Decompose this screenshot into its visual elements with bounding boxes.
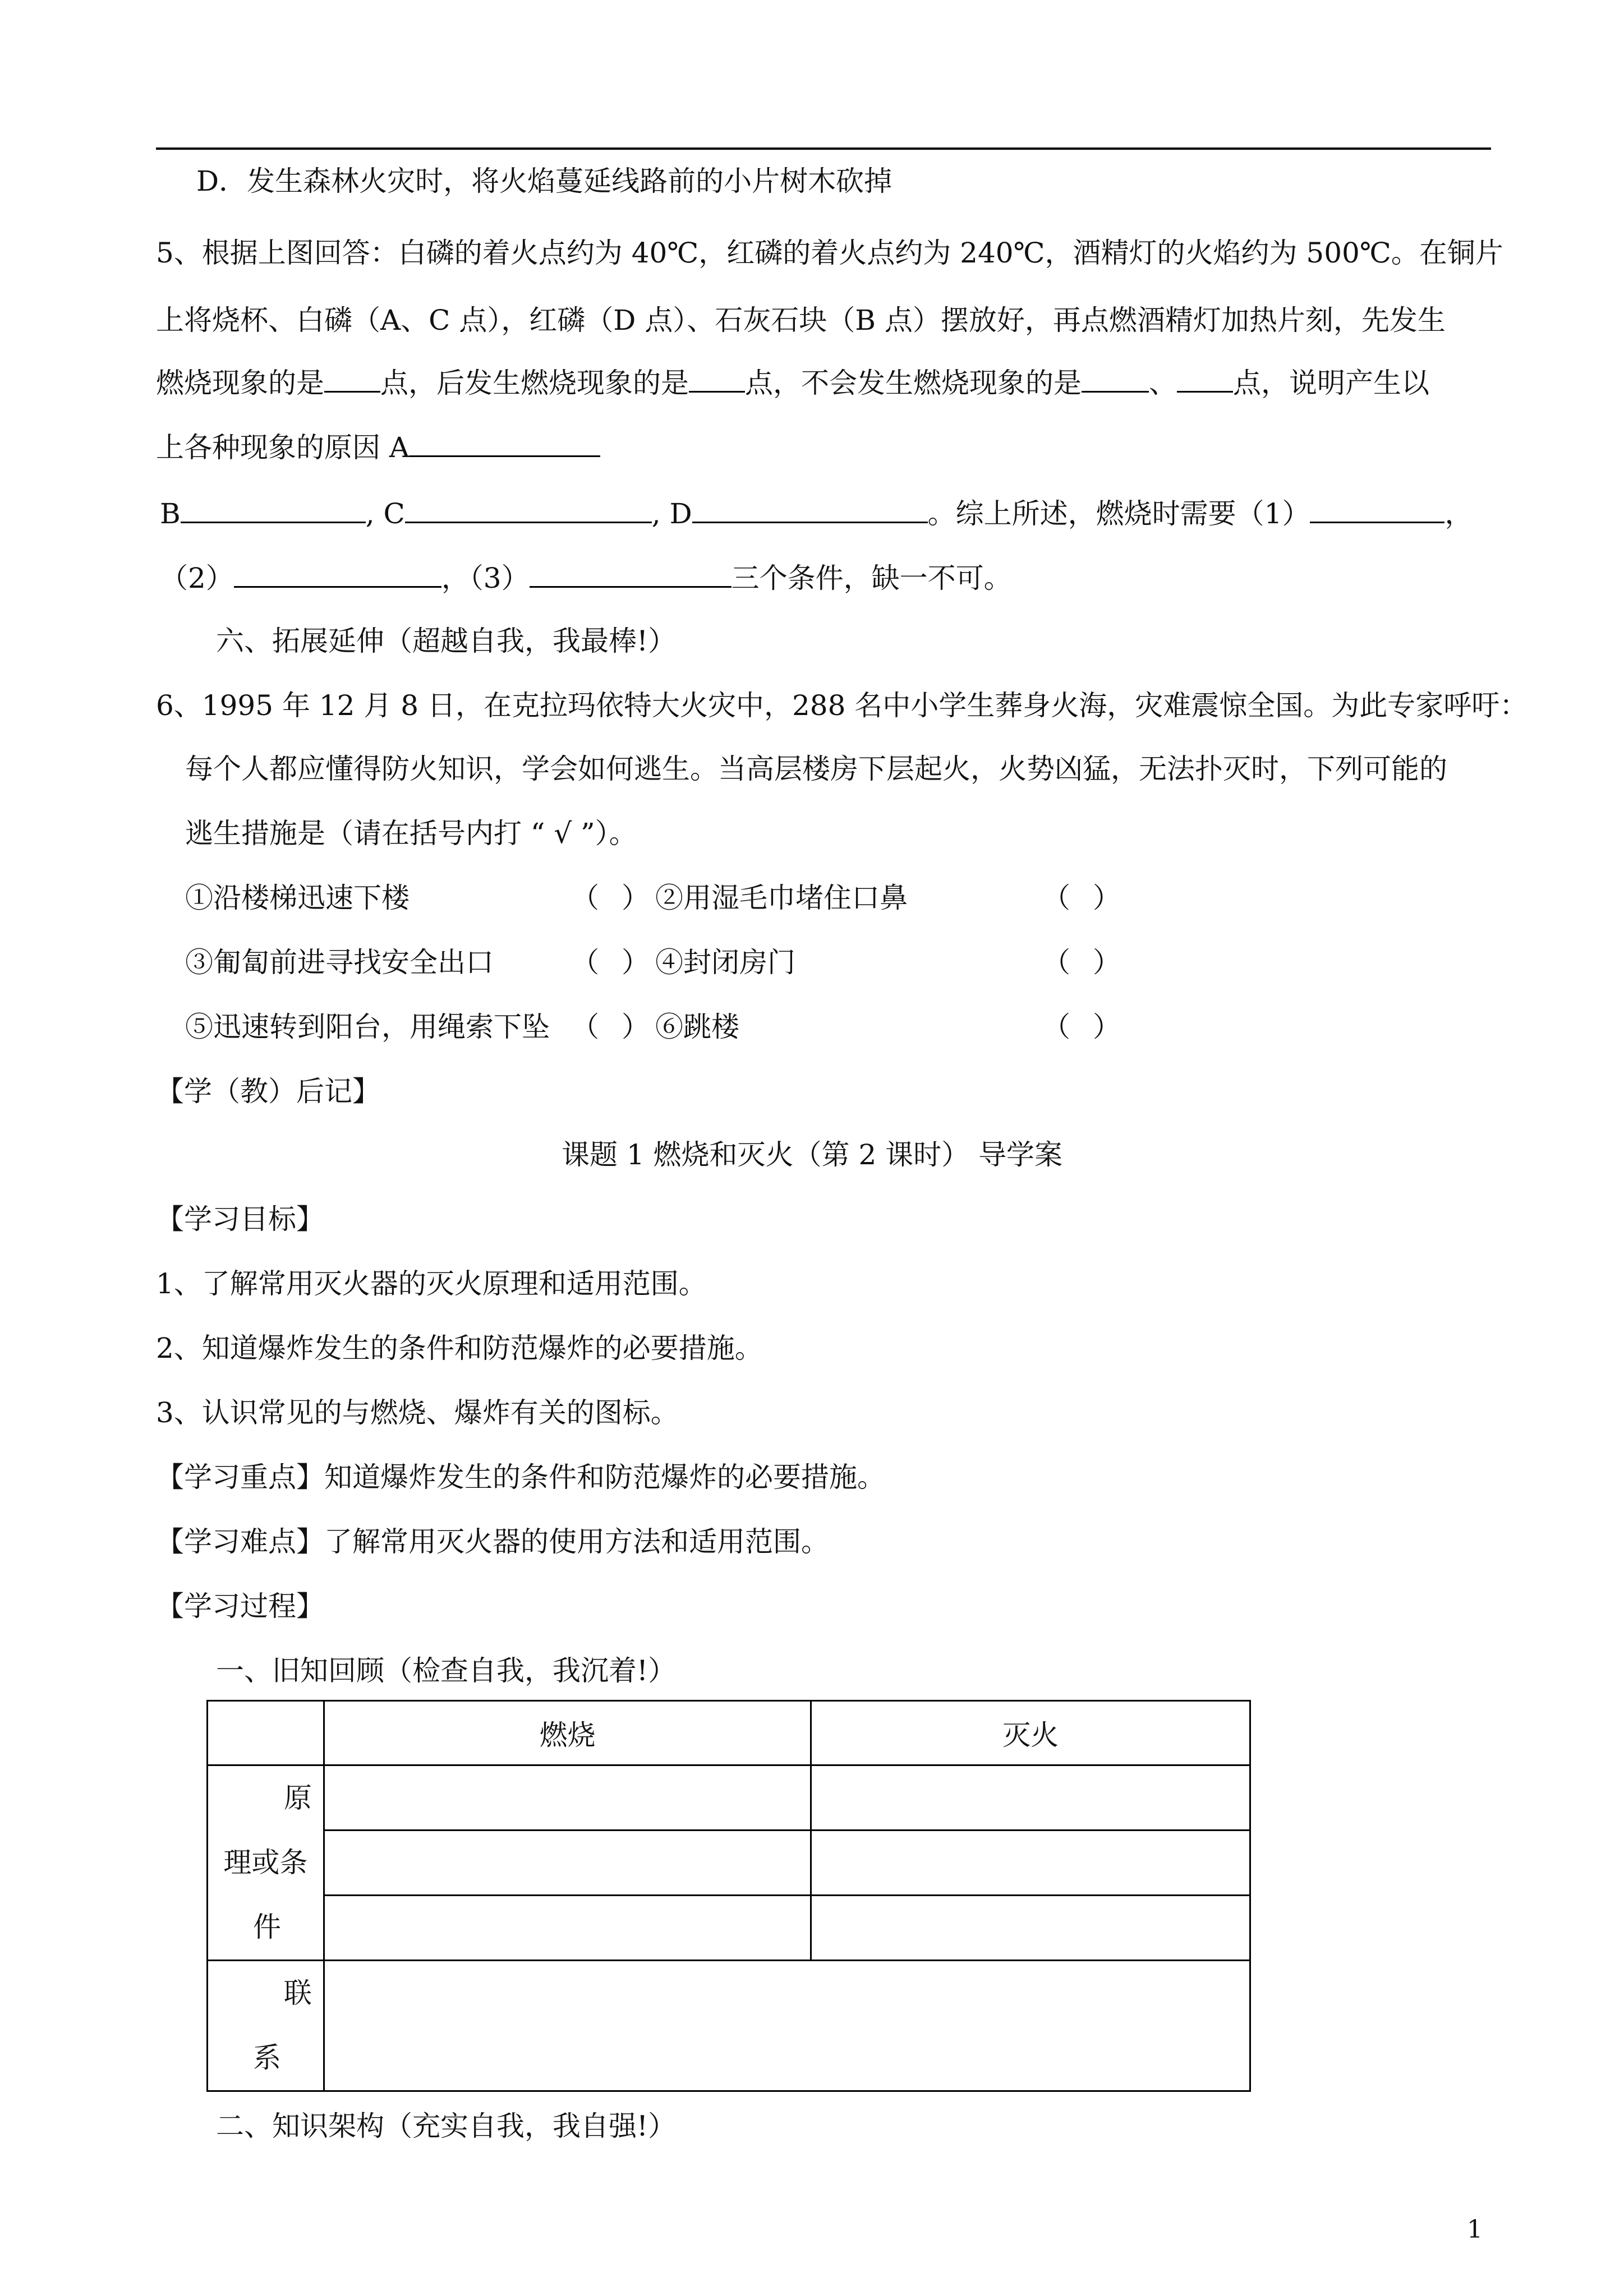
q5-line-6 — [160, 558, 1012, 596]
answer-blank[interactable] — [324, 363, 380, 393]
q6-option-2: ②用湿毛巾堵住口鼻 — [655, 882, 908, 914]
q6-paren-2[interactable]: （ ） — [1042, 882, 1121, 914]
table-cell-relation[interactable] — [324, 1961, 1250, 2091]
q6-option-6: ⑥跳楼 — [655, 1011, 739, 1043]
answer-blank[interactable] — [689, 363, 745, 393]
q6-line-1: 6、1995 年 12 月 8 日，在克拉玛依特大火灾中，288 名中小学生葬身火海，灾难震惊全国。为此专家呼吁： — [156, 689, 1528, 722]
review-title: 一、旧知回顾（检查自我，我沉着!） — [216, 1654, 677, 1687]
row-label-relation: 联 系 — [208, 1961, 324, 2091]
row-label-principle: 原 理或条 件 — [208, 1765, 324, 1961]
table-corner-cell — [208, 1701, 324, 1765]
q6-paren-6[interactable]: （ ） — [1042, 1011, 1121, 1043]
q5-text: , D — [651, 497, 692, 530]
review-table — [206, 1700, 1251, 2092]
q6-option-5: ⑤迅速转到阳台，用绳索下坠 — [185, 1011, 550, 1043]
q6-paren-5[interactable]: （ ） — [571, 1011, 650, 1043]
q6-paren-3[interactable]: （ ） — [571, 946, 650, 979]
q6-option-4: ④封闭房门 — [655, 946, 795, 979]
afterword-heading: 【学（教）后记】 — [156, 1075, 380, 1108]
goal-item: 2、知道爆炸发生的条件和防范爆炸的必要措施。 — [156, 1332, 763, 1364]
difficult-point: 【学习难点】了解常用灭火器的使用方法和适用范围。 — [156, 1525, 829, 1558]
q5-text: , C — [365, 497, 405, 530]
q5-text: 。综上所述，燃烧时需要（1） — [927, 497, 1310, 530]
goal-item: 3、认识常见的与燃烧、爆炸有关的图标。 — [156, 1396, 679, 1429]
answer-blank-2[interactable] — [234, 558, 441, 588]
q5-text: ，（3） — [441, 562, 530, 594]
q5-text: 点，不会发生燃烧现象的是 — [745, 367, 1082, 399]
answer-blank-a[interactable] — [410, 427, 600, 457]
q5-line-1: 5、根据上图回答：白磷的着火点约为 40℃，红磷的着火点约为 240℃，酒精灯的火焰约为 500℃。在铜片 — [156, 237, 1503, 269]
section-6-title: 六、拓展延伸（超越自我，我最棒!） — [216, 625, 677, 657]
q6-option-1: ①沿楼梯迅速下楼 — [185, 882, 410, 914]
q6-line-3: 逃生措施是（请在括号内打 “ √ ”）。 — [185, 817, 637, 850]
key-point: 【学习重点】知道爆炸发生的条件和防范爆炸的必要措施。 — [156, 1461, 885, 1493]
table-header-extinguish: 灭火 — [811, 1701, 1250, 1765]
answer-blank[interactable] — [1177, 363, 1233, 393]
table-cell[interactable] — [811, 1765, 1250, 1831]
table-header-burn: 燃烧 — [324, 1701, 811, 1765]
q6-line-2: 每个人都应懂得防火知识，学会如何逃生。当高层楼房下层起火，火势凶猛，无法扑灭时，下列可能的 — [185, 753, 1447, 785]
q6-paren-4[interactable]: （ ） — [1042, 946, 1121, 979]
table-cell[interactable] — [811, 1896, 1250, 1961]
q5-text: （2） — [160, 562, 234, 594]
table-cell[interactable] — [324, 1831, 811, 1896]
answer-blank[interactable] — [1082, 363, 1149, 393]
table-cell[interactable] — [811, 1831, 1250, 1896]
answer-blank-b[interactable] — [181, 494, 366, 523]
q5-line-3 — [156, 363, 1429, 400]
page-number: 1 — [1467, 2215, 1483, 2244]
answer-blank-d[interactable] — [692, 494, 928, 523]
q6-paren-1[interactable]: （ ） — [571, 882, 650, 914]
header-rule — [156, 147, 1491, 150]
answer-blank-1[interactable] — [1310, 494, 1444, 523]
q5-text: B — [160, 497, 181, 530]
answer-blank-c[interactable] — [405, 494, 652, 523]
q5-line-4 — [156, 427, 600, 465]
q5-line-5 — [160, 494, 1473, 531]
goal-item: 1、了解常用灭火器的灭火原理和适用范围。 — [156, 1267, 707, 1300]
q5-text: 上各种现象的原因 A — [156, 431, 410, 464]
table-cell[interactable] — [324, 1765, 811, 1831]
q5-text: 点，说明产生以 — [1233, 367, 1429, 399]
q5-text: 、 — [1149, 367, 1177, 399]
option-d-text: D．发生森林火灾时，将火焰蔓延线路前的小片树木砍掉 — [196, 165, 892, 197]
lesson-title: 课题 1 燃烧和灭火（第 2 课时） 导学案 — [561, 1138, 1063, 1171]
framework-title: 二、知识架构（充实自我，我自强!） — [216, 2110, 677, 2142]
q5-text: ， — [1444, 497, 1473, 530]
goals-heading: 【学习目标】 — [156, 1203, 324, 1235]
q5-text: 点，后发生燃烧现象的是 — [380, 367, 689, 399]
answer-blank-3[interactable] — [530, 558, 732, 588]
q5-line-2: 上将烧杯、白磷（A、C 点），红磷（D 点）、石灰石块（B 点）摆放好，再点燃酒精灯加热片刻，先发生 — [156, 304, 1446, 336]
process-heading: 【学习过程】 — [156, 1590, 324, 1622]
table-cell[interactable] — [324, 1896, 811, 1961]
q6-option-3: ③匍匐前进寻找安全出口 — [185, 946, 494, 979]
q5-text: 三个条件，缺一不可。 — [731, 562, 1012, 594]
q5-text: 燃烧现象的是 — [156, 367, 324, 399]
